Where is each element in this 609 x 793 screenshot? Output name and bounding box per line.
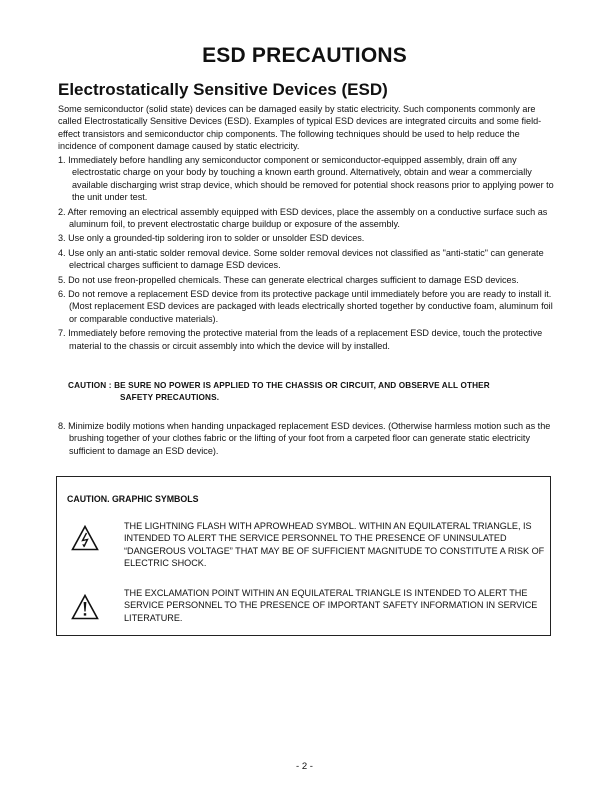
list-item: 5. Do not use freon-propelled chemicals. These can generate electrical charges sufficient to damage ESD devices. xyxy=(58,274,519,285)
graphic-symbols-box xyxy=(56,476,551,636)
lightning-triangle-icon xyxy=(71,525,99,551)
exclamation-triangle-icon xyxy=(71,594,99,620)
section-heading: Electrostatically Sensitive Devices (ESD) xyxy=(58,80,388,99)
page-number: - 2 - xyxy=(296,761,313,772)
intro-paragraph: Some semiconductor (solid state) devices can be damaged easily by static electricity. Such components commonly are called Electrostatically Sensitive Devices (ESD). Examples of typical ESD devices are integrated circuits and some field-effect transistors and semiconductor chip components. The following techniques should be used to help reduce the incidence of component damage caused by static electricity. xyxy=(58,104,542,152)
lightning-symbol-description: THE LIGHTNING FLASH WITH APROWHEAD SYMBOL. WITHIN AN EQUILATERAL TRIANGLE, IS INTENDED TO ALERT THE SERVICE PERSONNEL TO THE PRESENCE OF UNINSULATED “DANGEROUS VOLTAGE” THAT MAY BE OF SUFFICIENT MAGNITUDE TO CONSTITUTE A RISK OF ELECTRIC SHOCK. xyxy=(124,521,545,569)
exclamation-symbol-description: THE EXCLAMATION POINT WITHIN AN EQUILATERAL TRIANGLE IS INTENDED TO ALERT THE SERVICE PERSONNEL TO THE PRESENCE OF IMPORTANT SAFETY INFORMATION IN SERVICE LITERATURE. xyxy=(124,588,538,623)
page-title: ESD PRECAUTIONS xyxy=(202,44,407,67)
esd-steps-list xyxy=(58,154,554,354)
list-item: 2. After removing an electrical assembly equipped with ESD devices, place the assembly on a conductive surface such as aluminum foil, to prevent electrostatic charge buildup or exposure of the assembly. xyxy=(58,206,548,230)
list-item: 8. Minimize bodily motions when handing unpackaged replacement ESD devices. (Otherwise harmless motion such as the brushing together of your clothes fabric or the lifting of your foot from a carpeted floor can generate static electricity sufficient to damage an ESD device). xyxy=(58,421,551,456)
list-item: 4. Use only an anti-static solder removal device. Some solder removal devices not classified as "anti-static" can generate electrical charges sufficient to damage ESD devices. xyxy=(58,247,544,271)
list-item: 6. Do not remove a replacement ESD device from its protective package until immediately before you are ready to install it. (Most replacement ESD devices are packaged with leads electrically shorted together by conductive foam, aluminum foil or comparable conductive materials). xyxy=(58,289,553,324)
caution-line-1: CAUTION : BE SURE NO POWER IS APPLIED TO THE CHASSIS OR CIRCUIT, AND OBSERVE ALL OTHER xyxy=(68,381,490,390)
list-item: 1. Immediately before handling any semiconductor component or semiconductor-equipped assembly, drain off any electrostatic charge on your body by touching a known earth ground. Alternatively, obtain and wear a commercially available discharging wrist strap device, which should be removed for potential shock reasons prior to applying power to the unit under test. xyxy=(58,155,554,203)
list-item: 7. Immediately before removing the protective material from the leads of a replacement ESD device, touch the protective material to the chassis or circuit assembly into which the device will by installed. xyxy=(58,328,543,351)
symbols-box-title: CAUTION. GRAPHIC SYMBOLS xyxy=(67,494,199,504)
power-caution-note xyxy=(68,380,558,405)
esd-steps-list-continued xyxy=(58,420,554,457)
list-item: 3. Use only a grounded-tip soldering iron to solder or unsolder ESD devices. xyxy=(58,233,365,244)
caution-line-2: SAFETY PRECAUTIONS. xyxy=(120,393,220,403)
